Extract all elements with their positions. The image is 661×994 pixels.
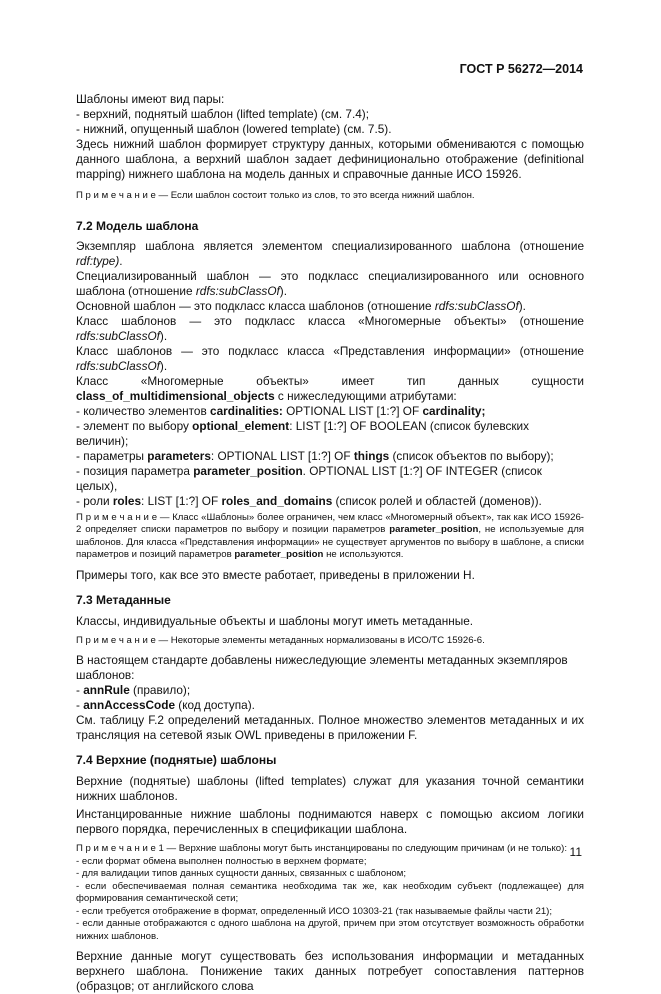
document-header: ГОСТ Р 56272—2014	[459, 62, 583, 76]
intro-line: - нижний, опущенный шаблон (lowered template) (см. 7.5).	[76, 122, 392, 136]
s74-paragraph: Верхние (поднятые) шаблоны (lifted templates) служат для указания точной семантики нижних шаблонов.	[76, 774, 584, 803]
s73-paragraph: В настоящем стандарте добавлены нижеследующие элементы метаданных экземпляров шаблонов:	[76, 653, 568, 682]
s73-paragraph: Классы, индивидуальные объекты и шаблоны могут иметь метаданные.	[76, 613, 474, 628]
s74-paragraph: Верхние данные могут существовать без использования информации и метаданных верхнего шаблона. Понижение таких данных потребует сопоставления паттернов (образцов; от английского слова	[76, 949, 584, 993]
s73-paragraph: См. таблицу F.2 определений метаданных. Полное множество элементов метаданных и их трансляция на сетевой язык OWL приведены в приложении F.	[76, 713, 584, 742]
section-heading: 7.4 Верхние (поднятые) шаблоны	[76, 753, 277, 767]
s72-paragraph: Класс шаблонов — это подкласс класса «Многомерные объекты» (отношение rdfs:subClassOf).	[76, 313, 584, 343]
s72-paragraph: Основной шаблон — это подкласс класса шаблонов (отношение rdfs:subClassOf).	[76, 298, 526, 313]
s72-paragraph: Экземпляр шаблона является элементом специализированного шаблона (отношение rdf:type).	[76, 238, 584, 268]
section-heading: 7.3 Метаданные	[76, 592, 171, 607]
s74-paragraph: Инстанцированные нижние шаблоны поднимаются наверх с помощью аксиом логики первого порядка, перечисленных в спецификации шаблона.	[76, 807, 584, 836]
attribute-item: - позиция параметра parameter_position. OPTIONAL LIST [1:?] OF INTEGER (список целых),	[76, 463, 542, 493]
attribute-item: - количество элементов cardinalities: OPTIONAL LIST [1:?] OF cardinality;	[76, 403, 486, 418]
intro-note: П р и м е ч а н и е — Если шаблон состоит только из слов, то это всегда нижний шаблон.	[76, 190, 475, 201]
section-heading: 7.2 Модель шаблона	[76, 218, 199, 233]
s72-paragraph: Примеры того, как все это вместе работает, приведены в приложении H.	[76, 567, 475, 582]
s72-paragraph: Класс шаблонов — это подкласс класса «Представления информации» (отношение rdfs:subClassOf).	[76, 343, 584, 373]
metadata-item: - annAccessCode (код доступа).	[76, 698, 255, 712]
s72-note: П р и м е ч а н и е — Класс «Шаблоны» более ограничен, чем класс «Многомерный объект», так как ИСО 15926-2 определяет списки параметров по выбору и позиции параметров parameter_position, не используемые для шаблонов. Для класса «Представления информации» не существует аргументов по выбору в шаблоне, а списки параметров и позиций параметров parameter_position не используются.	[76, 511, 584, 560]
s72-paragraph: Класс «Многомерные объекты» имеет тип данных сущности class_of_multidimensional_objects с нижеследующими атрибутами:	[76, 373, 584, 403]
metadata-item: - annRule (правило);	[76, 683, 191, 697]
s72-paragraph: Специализированный шаблон — это подкласс специализированного или основного шаблона (отношение rdfs:subClassOf).	[76, 268, 584, 298]
s74-note-line: - для валидации типов данных сущности данных, связанных с шаблоном;	[76, 868, 406, 879]
s74-note-line: - если обеспечиваемая полная семантика необходима так же, как необходим субъект (подлежащее) для формирования семантической сети;	[76, 880, 584, 904]
s74-note-line: П р и м е ч а н и е 1 — Верхние шаблоны могут быть инстанцированы по следующим причинам (и не только):	[76, 843, 567, 854]
intro-line: Шаблоны имеют вид пары:	[76, 92, 225, 106]
page-number: 11	[569, 845, 582, 859]
attribute-item: - элемент по выбору optional_element: LIST [1:?] OF BOOLEAN (список булевских величин);	[76, 418, 530, 448]
attribute-item: - параметры parameters: OPTIONAL LIST [1:?] OF things (список объектов по выбору);	[76, 448, 554, 463]
attribute-item: - роли roles: LIST [1:?] OF roles_and_domains (список ролей и областей (доменов)).	[76, 493, 542, 508]
s74-note-line: - если формат обмена выполнен полностью в верхнем формате;	[76, 855, 367, 867]
intro-paragraph: Здесь нижний шаблон формирует структуру данных, которыми обмениваются с помощью данного шаблона, а верхний шаблон задает дефиниционально отображение (definitional mapping) нижнего шаблона на модель данных и справочные данные ИСО 15926.	[76, 137, 584, 181]
intro-line: - верхний, поднятый шаблон (lifted template) (см. 7.4);	[76, 107, 369, 121]
s73-note: П р и м е ч а н и е — Некоторые элементы метаданных нормализованы в ИСО/ТС 15926-6.	[76, 634, 485, 646]
s74-note-line: - если данные отображаются с одного шаблона на другой, причем при этом отсутствует возможность обработки нижних шаблонов.	[76, 918, 584, 942]
s74-note-line: - если требуется отображение в формат, определенный ИСО 10303-21 (так называемые файлы части 21);	[76, 905, 553, 917]
page-content	[76, 90, 584, 994]
